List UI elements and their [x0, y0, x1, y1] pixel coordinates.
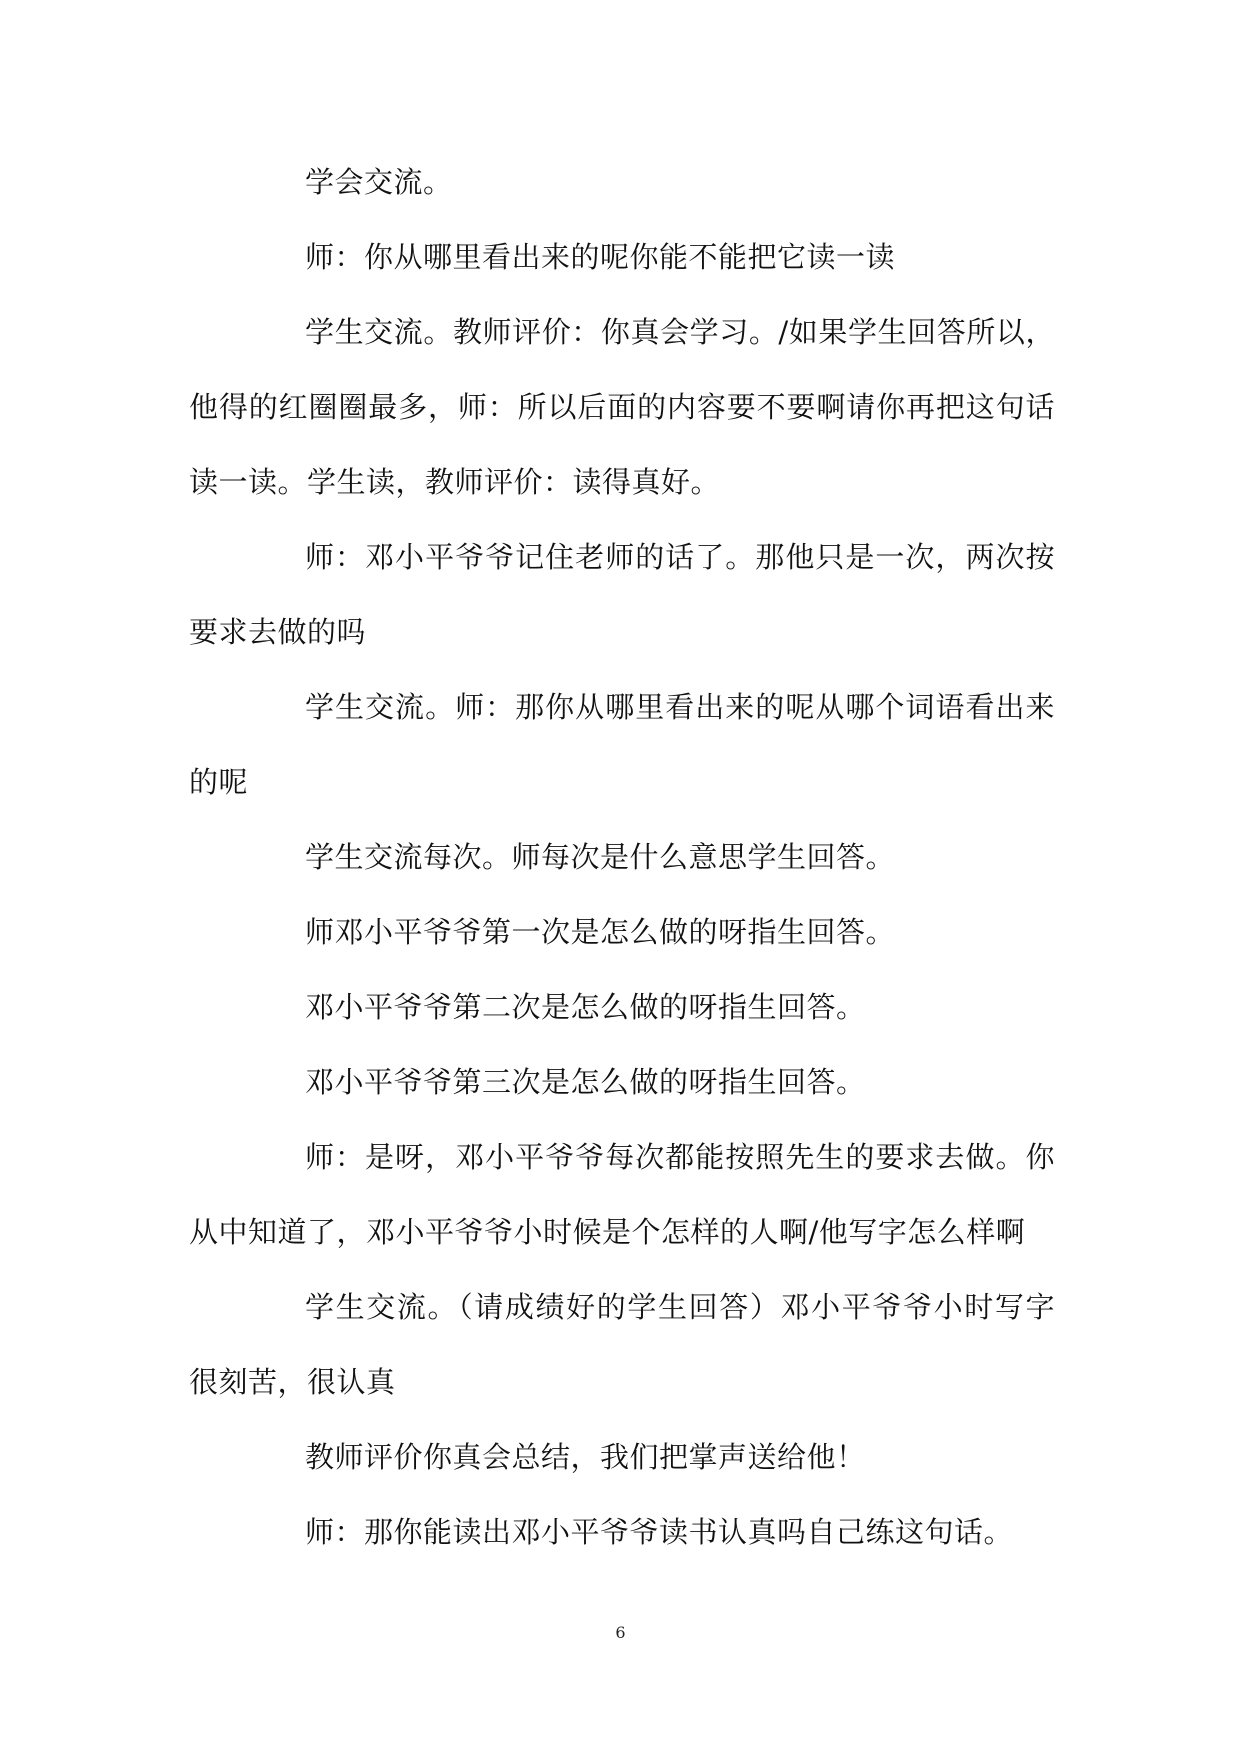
paragraph: 教师评价你真会总结，我们把掌声送给他！ [305, 1440, 866, 1474]
paragraph: 师：是呀，邓小平爷爷每次都能按照先生的要求去做。你从中知道了，邓小平爷爷小时候是个怎样的人啊/他写字怎么样啊 [189, 1140, 1055, 1249]
paragraph: 学会交流。 [305, 165, 453, 199]
paragraph: 师：那你能读出邓小平爷爷读书认真吗自己练这句话。 [305, 1515, 1014, 1549]
paragraph: 师：邓小平爷爷记住老师的话了。那他只是一次，两次按要求去做的吗 [189, 540, 1055, 649]
paragraph: 邓小平爷爷第三次是怎么做的呀指生回答。 [305, 1065, 866, 1099]
paragraph: 师：你从哪里看出来的呢你能不能把它读一读 [305, 240, 896, 274]
page-number: 6 [615, 1623, 626, 1642]
paragraph: 学生交流。（请成绩好的学生回答）邓小平爷爷小时写字很刻苦，很认真 [189, 1290, 1055, 1399]
paragraph: 师邓小平爷爷第一次是怎么做的呀指生回答。 [305, 915, 896, 949]
paragraph: 学生交流。师：那你从哪里看出来的呢从哪个词语看出来的呢 [189, 690, 1055, 799]
body-text [189, 145, 1055, 1570]
paragraph: 学生交流。教师评价：你真会学习。/如果学生回答所以，他得的红圈圈最多，师：所以后面的内容要不要啊请你再把这句话读一读。学生读，教师评价：读得真好。 [189, 315, 1055, 499]
paragraph: 学生交流每次。师每次是什么意思学生回答。 [305, 840, 896, 874]
paragraph: 邓小平爷爷第二次是怎么做的呀指生回答。 [305, 990, 866, 1024]
